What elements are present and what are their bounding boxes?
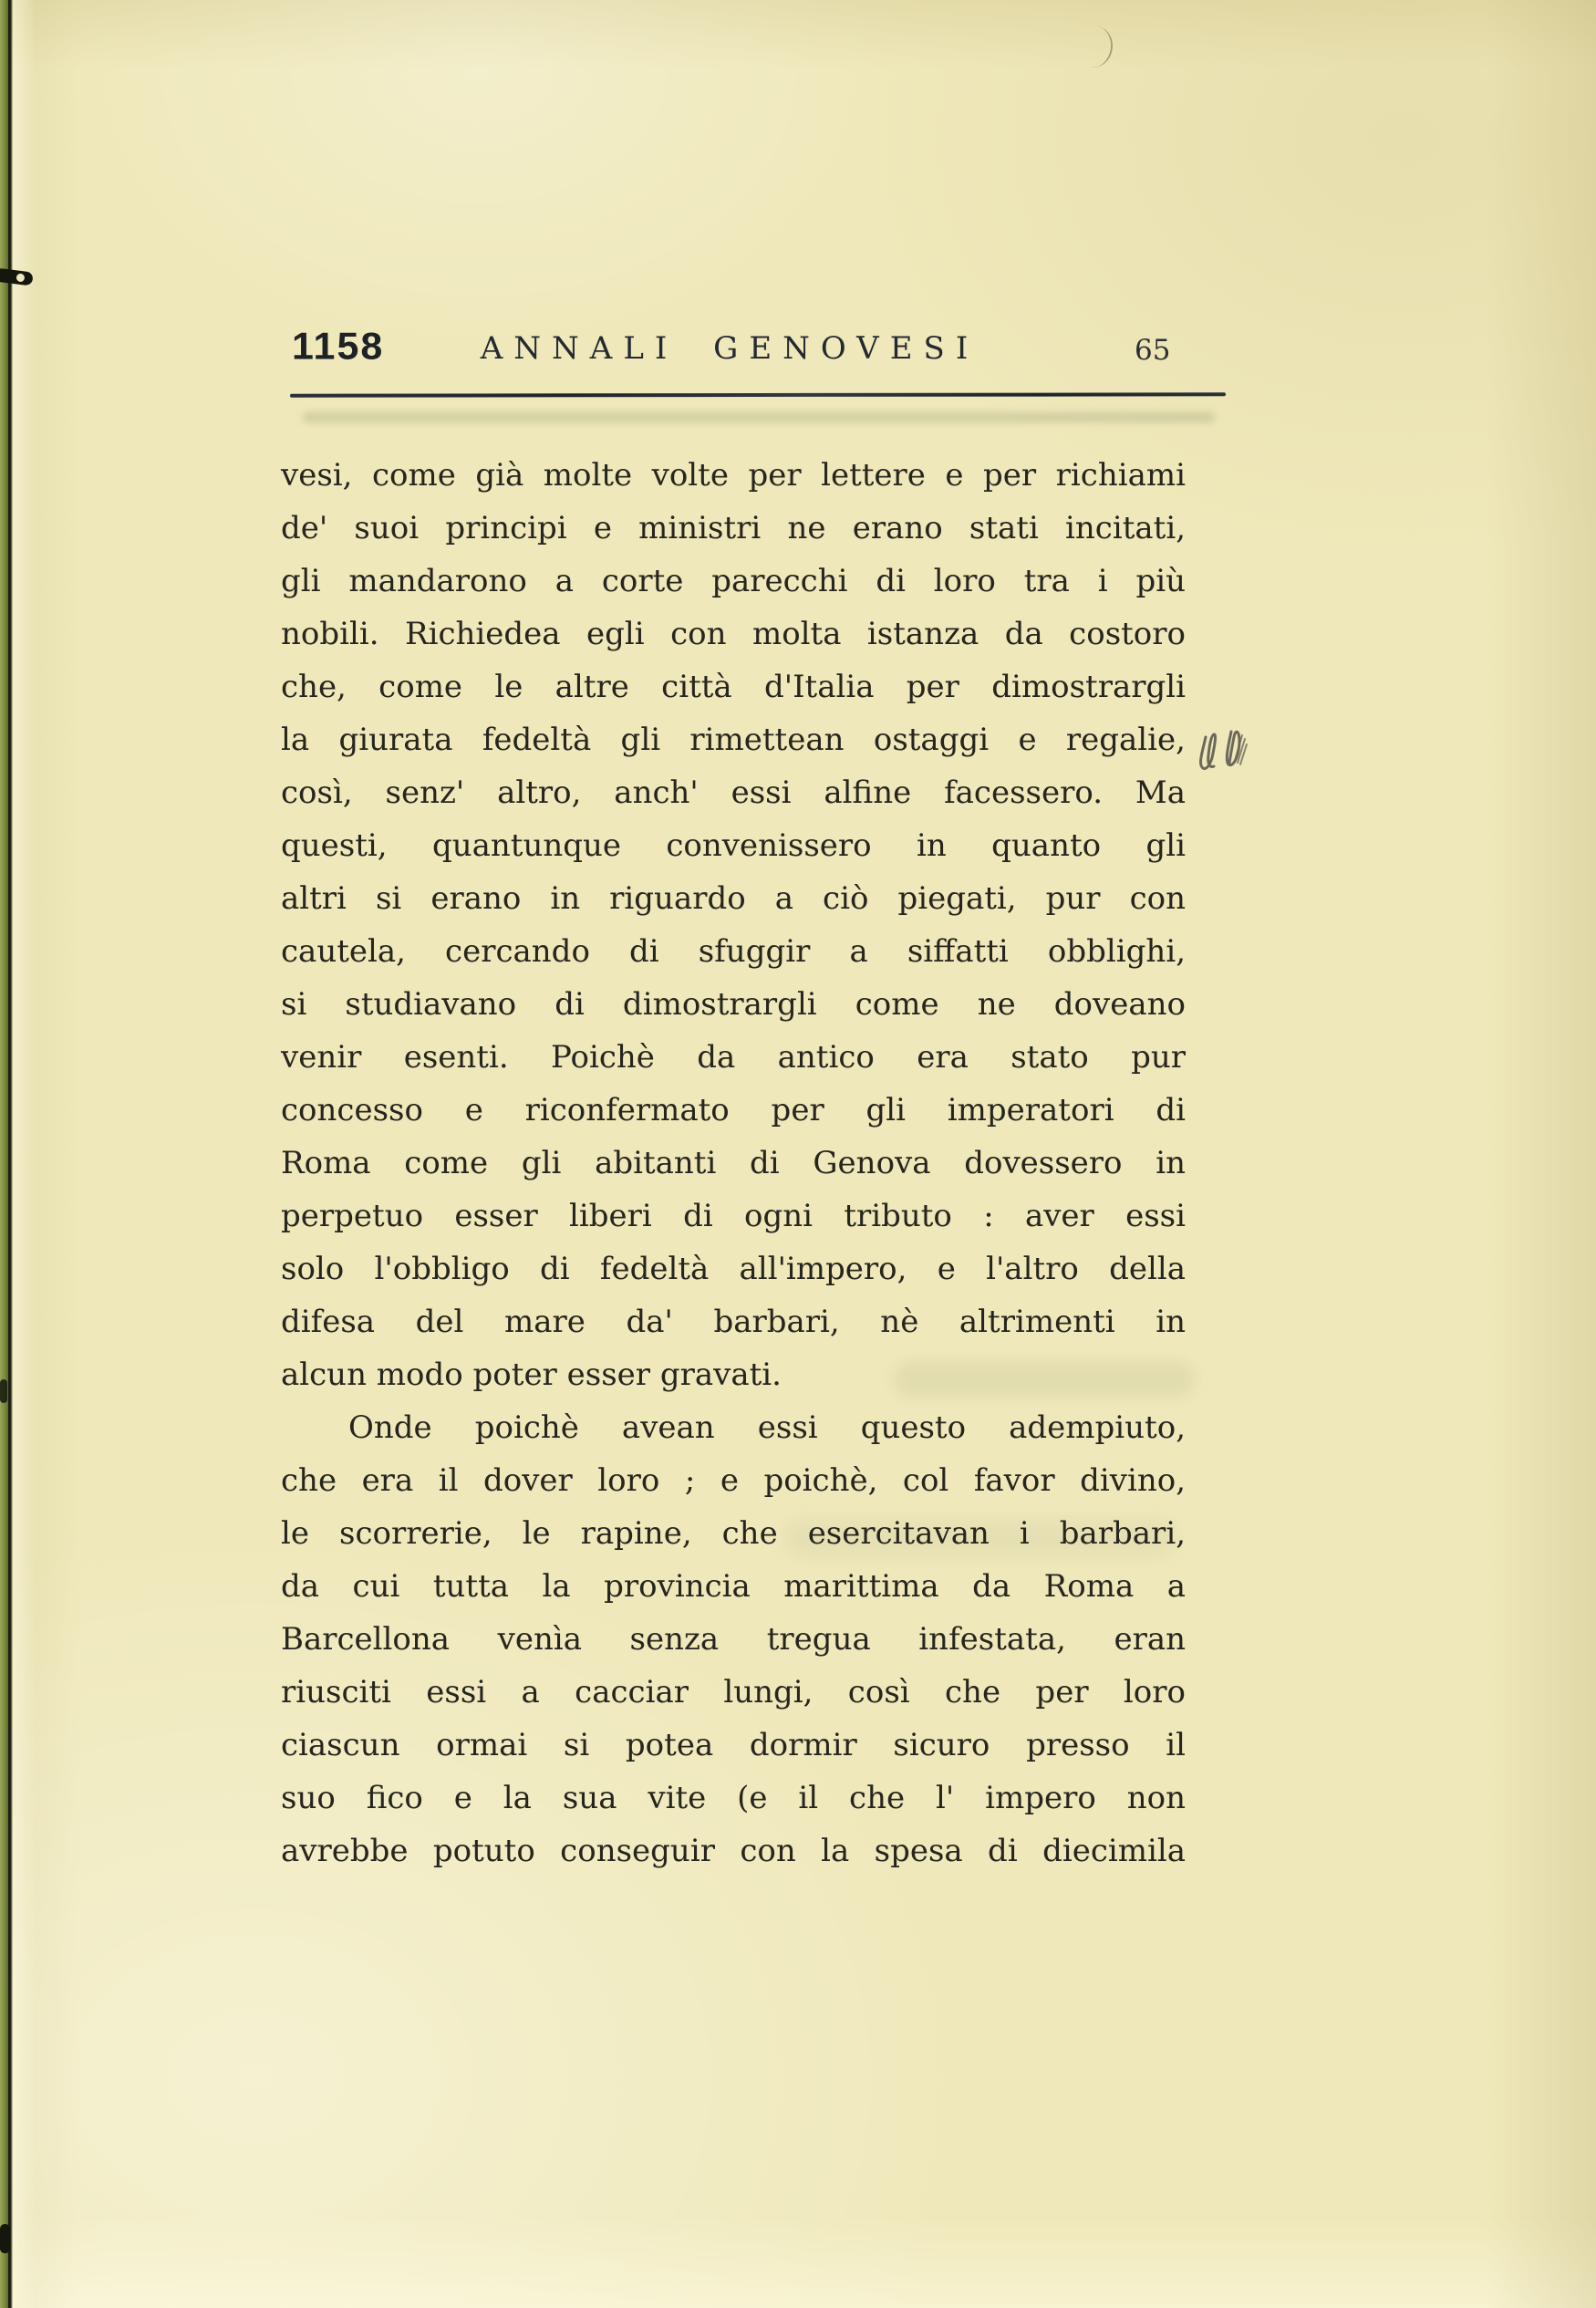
text-line: altri si erano in riguardo a ciò piegati, pur con <box>281 880 1186 917</box>
text-line: venir esenti. Poichè da antico era stato pur <box>281 1039 1186 1076</box>
gutter-highlight <box>13 0 36 2308</box>
text-line: così, senz' altro, anch' essi alfine facessero. Ma <box>281 775 1186 811</box>
paragraph <box>281 1401 1186 1877</box>
text-line: alcun modo poter esser gravati. <box>281 1357 782 1393</box>
text-line: che, come le altre città d'Italia per dimostrargli <box>281 669 1186 705</box>
paragraph <box>281 449 1186 1401</box>
text-line: le scorrerie, le rapine, che esercitavan i barbari, <box>281 1515 1186 1552</box>
text-line: solo l'obbligo di fedeltà all'impero, e l'altro della <box>281 1251 1186 1287</box>
text-line: si studiavano di dimostrargli come ne doveano <box>281 986 1186 1023</box>
pencil-annotation <box>1191 710 1268 786</box>
text-line: concesso e riconfermato per gli imperatori di <box>281 1092 1186 1128</box>
text-line: difesa del mare da' barbari, nè altrimenti in <box>281 1304 1186 1340</box>
text-line: cautela, cercando di sfuggir a siffatti obblighi, <box>281 933 1186 970</box>
text-line: che era il dover loro ; e poichè, col favor divino, <box>281 1462 1186 1499</box>
text-line: Roma come gli abitanti di Genova dovessero in <box>281 1145 1186 1181</box>
header-rule <box>290 392 1226 397</box>
text-line: riusciti essi a cacciar lungi, così che per loro <box>281 1674 1186 1710</box>
text-line: perpetuo esser liberi di ogni tributo : aver essi <box>281 1198 1186 1234</box>
stitch-mark <box>0 1379 7 1403</box>
text-line: da cui tutta la provincia marittima da Roma a <box>281 1568 1186 1605</box>
text-line: gli mandarono a corte parecchi di loro tra i più <box>281 563 1186 599</box>
header-stamp: 1158 <box>292 325 385 369</box>
paper-fiber-flaw <box>1072 23 1115 69</box>
text-line: questi, quantunque convenissero in quanto gli <box>281 827 1186 864</box>
text-line: Onde poichè avean essi questo adempiuto, <box>348 1409 1186 1446</box>
text-line: vesi, come già molte volte per lettere e per richiami <box>281 457 1186 494</box>
body-text <box>281 449 1186 1877</box>
text-line: avrebbe potuto conseguir con la spesa di diecimila <box>281 1833 1186 1869</box>
text-line: suo fico e la sua vite (e il che l' impero non <box>281 1780 1186 1816</box>
header-page-number: 65 <box>1135 334 1171 367</box>
stitch-mark <box>0 2224 10 2253</box>
text-line: Barcellona venìa senza tregua infestata, eran <box>281 1621 1186 1658</box>
showthrough-smudge <box>303 412 1215 422</box>
text-line: de' suoi principi e ministri ne erano stati incitati, <box>281 510 1186 546</box>
header-title: ANNALI GENOVESI <box>480 330 979 367</box>
text-line: nobili. Richiedea egli con molta istanza da costoro <box>281 616 1186 652</box>
text-line: ciascun ormai si potea dormir sicuro presso il <box>281 1727 1186 1763</box>
text-line: la giurata fedeltà gli rimettean ostaggi e regalie, <box>281 722 1186 758</box>
